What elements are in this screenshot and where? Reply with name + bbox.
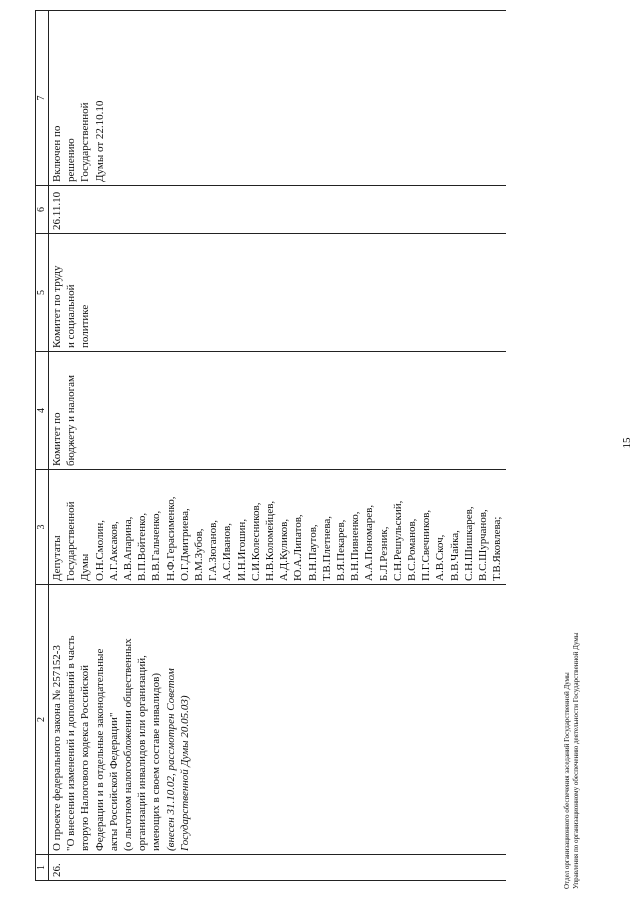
committee-line: Комитет по труду [51, 265, 63, 348]
committee-line: Комитет по [51, 412, 63, 466]
note-line: Включен по [51, 125, 63, 182]
author-line: А.А.Пономарев, [363, 504, 376, 581]
author-line: А.Д.Куликов, [278, 518, 291, 581]
bill-line: имеющих в своем составе инвалидов) [150, 673, 163, 851]
header-col-6: 6 [36, 186, 49, 234]
author-line: Государственной [65, 501, 78, 581]
author-line: П.Г.Свечников, [420, 509, 433, 581]
author-line: Т.В.Яковлева; [491, 516, 504, 581]
date-cell: 26.11.10 [49, 186, 506, 234]
author-line: В.М.Зубов, [193, 528, 206, 581]
committee-line: и социальной [65, 284, 78, 348]
author-line: А.В.Скоч, [434, 534, 447, 581]
note-line: Государственной [79, 102, 92, 182]
author-line: Б.Л.Резник, [377, 526, 390, 581]
author-line: Думы [79, 553, 92, 581]
note-line: решению [65, 138, 78, 182]
author-line: В.С.Романов, [406, 518, 419, 581]
bill-description [49, 585, 506, 855]
author-line: И.Н.Игошин, [235, 518, 248, 581]
author-line: В.Н.Пивненко, [349, 511, 362, 581]
bill-authors [49, 470, 506, 585]
author-line: В.С.Шурчанов, [477, 509, 490, 581]
author-line: С.Н.Шишкарев, [462, 506, 475, 581]
note-cell [49, 11, 506, 186]
author-line: В.В.Чайка, [448, 530, 461, 581]
author-line: Ю.А.Липатов, [292, 514, 305, 581]
footer-department: Отдел организационного обеспечения заседаний Государственной Думы [563, 672, 571, 889]
header-col-5: 5 [36, 234, 49, 352]
table-row [49, 11, 506, 881]
author-line: Н.В.Коломейцев, [264, 500, 277, 581]
bill-table [35, 10, 506, 881]
responsible-committee [49, 352, 506, 470]
author-line: В.В.Гальченко, [150, 510, 163, 581]
author-line: Т.В.Плетнева, [320, 515, 333, 581]
author-line: А.В.Апарина, [122, 516, 135, 581]
author-line: В.Я.Пекарев, [335, 519, 348, 581]
author-line: А.Г.Аксаков, [107, 521, 120, 581]
bill-line: Федерации и в отдельные законодательные [93, 648, 106, 851]
table-header-row [36, 11, 49, 881]
header-col-4: 4 [36, 352, 49, 470]
header-col-1: 1 [36, 855, 49, 881]
author-line: С.Н.Решульский, [391, 500, 404, 581]
header-col-2: 2 [36, 585, 49, 855]
header-col-7: 7 [36, 11, 49, 186]
page-number: 15 [621, 437, 633, 449]
author-line: О.Н.Смолин, [93, 519, 106, 581]
author-line: Депутаты [51, 535, 63, 581]
author-line: А.С.Иванов, [221, 523, 234, 581]
row-number: 26. [49, 855, 506, 881]
bill-line: О проекте федерального закона № 257152-3 [51, 645, 63, 851]
bill-line: акты Российской Федерации" [107, 712, 120, 851]
author-line: В.П.Войтенко, [136, 512, 149, 581]
author-line: Н.Ф.Герасименко, [164, 496, 177, 581]
bill-line: организаций инвалидов или организаций, [136, 655, 149, 851]
bill-line: "О внесении изменений и дополнений в часть [65, 635, 78, 851]
author-line: О.Г.Дмитриева, [178, 508, 191, 581]
author-line: Г.А.Зюганов, [207, 519, 220, 581]
bill-status-line: Государственной Думы 20.05.03) [178, 695, 191, 851]
committee-line: политике [79, 304, 92, 348]
bill-line: (о льготном налогообложении общественных [122, 638, 135, 851]
note-line: Думы от 22.10.10 [93, 100, 106, 182]
header-col-3: 3 [36, 470, 49, 585]
bill-line: вторую Налогового кодекса Российской [79, 664, 92, 851]
footer-directorate: Управления по организационному обеспечению деятельности Государственной Думы [572, 632, 580, 889]
co-committee [49, 234, 506, 352]
committee-line: бюджету и налогам [65, 375, 78, 466]
document-page [25, 5, 633, 895]
author-line: С.И.Колесников, [249, 502, 262, 581]
bill-status-line: (внесен 31.10.02, рассмотрен Советом [164, 668, 177, 851]
author-line: В.Н.Паутов, [306, 524, 319, 581]
